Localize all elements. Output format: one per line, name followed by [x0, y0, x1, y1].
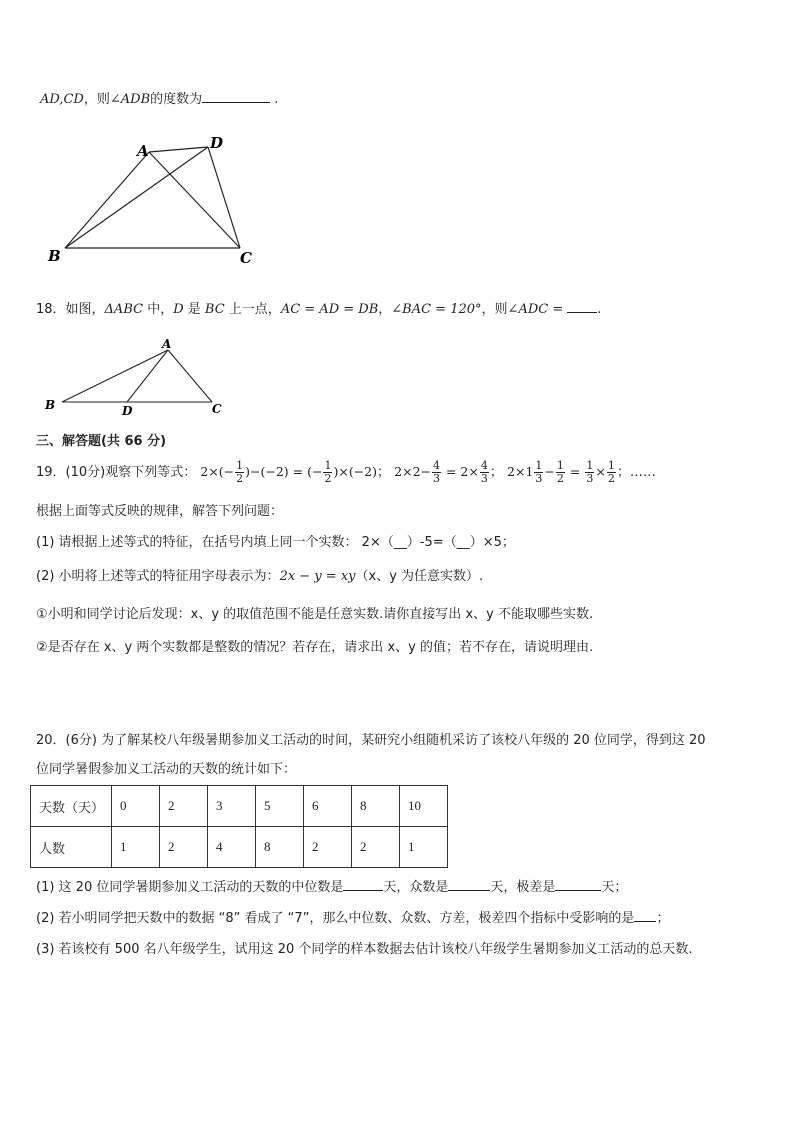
q17-seg-BD — [65, 147, 208, 248]
table-cell: 2 — [304, 827, 352, 868]
q18-label-B: B — [45, 398, 56, 412]
table-cell: 6 — [304, 786, 352, 827]
q18-label-A: A — [162, 337, 172, 351]
q18-question-line: 18．如图，ΔABC 中，D 是 BC 上一点，AC = AD = DB，∠BAC = 120°，则∠ADC = . — [36, 302, 602, 317]
q18-seg-BA — [62, 350, 168, 402]
q19-header-line: 19．(10分)观察下列等式： 2×(− $\frac{1}{2}$ )−(−2) = (− $\frac{1}{2}$ )×(−2)； 2×2− $\frac{4}{3}$ = 2× $\frac{4}{3}$ ； 2×1 $\frac{1}{3}$ − $\frac{1}{2}$ = $\frac{1}{3}$ × $\frac{1}{2}$ ；…… — [36, 459, 656, 485]
q20-mode-blank[interactable] — [448, 878, 490, 891]
q17-label-C: C — [240, 249, 252, 267]
table-cell: 3 — [208, 786, 256, 827]
q19-part-2-subquestion-2: ②是否存在 x、y 两个实数都是整数的情况？若存在，请求出 x、y 的值；若不存在，请说明理由. — [36, 640, 594, 655]
q18-seg-AD — [127, 350, 168, 402]
q20-part-1: (1) 这 20 位同学暑期参加义工活动的天数的中位数是 天，众数是 天，极差是 天； — [36, 880, 628, 895]
table-cell: 2 — [352, 827, 400, 868]
table-cell: 5 — [256, 786, 304, 827]
table-cell: 1 — [400, 827, 448, 868]
table-header-count: 人数 — [31, 827, 112, 868]
q20-line-1: 20．(6分) 为了解某校八年级暑期参加义工活动的时间，某研究小组随机采访了该校八年级的 20 位同学，得到这 20 — [36, 733, 706, 748]
q17-question-line: AD,CD，则∠ADB的度数为 . — [40, 92, 279, 107]
q17-seg-DC — [208, 147, 240, 248]
table-cell: 4 — [208, 827, 256, 868]
q19-part-2: (2) 小明将上述等式的特征用字母表示为：2x − y = xy（x、y 为任意实数）. — [36, 569, 484, 584]
q17-seg-BA — [65, 152, 149, 248]
q20-affected-blank[interactable] — [634, 909, 656, 922]
q17-seg-AC — [149, 152, 240, 248]
table-row — [31, 827, 448, 868]
q19-intro: 根据上面等式反映的规律，解答下列问题： — [36, 504, 284, 519]
q20-part-3: (3) 若该校有 500 名八年级学生，试用这 20 个同学的样本数据去估计该校八年级学生暑期参加义工活动的总天数. — [36, 942, 693, 957]
q17-label-B: B — [48, 247, 61, 265]
q18-label-D: D — [122, 404, 133, 418]
table-cell: 0 — [112, 786, 160, 827]
q18-equation-1: AC = AD = DB — [280, 302, 379, 317]
q19-equation-3: 2×1 $\frac{1}{3}$ − $\frac{1}{2}$ = $\frac{1}{3}$ × $\frac{1}{2}$ — [507, 459, 615, 485]
table-cell: 8 — [256, 827, 304, 868]
q17-segments: AD,CD — [40, 92, 84, 107]
table-cell: 10 — [400, 786, 448, 827]
q17-label-A: A — [137, 142, 149, 160]
q19-equation-2: 2×2− $\frac{4}{3}$ = 2× $\frac{4}{3}$ — [394, 459, 488, 485]
q18-figure — [40, 335, 240, 420]
table-header-days: 天数（天） — [31, 786, 112, 827]
q20-range-blank[interactable] — [555, 878, 601, 891]
q19-part-2-subquestion-1: ①小明和同学讨论后发现：x、y 的取值范围不能是任意实数.请你直接写出 x、y 不能取哪些实数. — [36, 607, 594, 622]
q18-seg-AC — [168, 350, 212, 402]
table-cell: 1 — [112, 827, 160, 868]
table-cell: 2 — [160, 786, 208, 827]
q18-label-C: C — [212, 402, 222, 416]
q17-label-D: D — [210, 134, 224, 152]
q20-line-2: 位同学暑假参加义工活动的天数的统计如下： — [36, 762, 297, 777]
q19-part-2-equation: 2x − y = xy — [279, 569, 356, 584]
table-cell: 8 — [352, 786, 400, 827]
q17-angle: ∠ADB — [109, 92, 151, 107]
q18-answer-blank[interactable] — [567, 300, 597, 313]
q20-median-blank[interactable] — [343, 878, 383, 891]
table-row — [31, 786, 448, 827]
q19-equation-1: 2×(− $\frac{1}{2}$ )−(−2) = (− $\frac{1}{2}$ )×(−2) — [200, 459, 377, 485]
q20-part-2: (2) 若小明同学把天数中的数据 “8” 看成了 “7”，那么中位数、众数、方差，极差四个指标中受影响的是 ； — [36, 911, 670, 926]
q17-seg-AD — [149, 147, 208, 152]
q17-figure — [40, 130, 270, 270]
q18-equation-3: ∠ADC = — [507, 302, 564, 317]
q18-equation-2: ∠BAC = 120° — [391, 302, 482, 317]
section-3-title: 三、解答题(共 66 分) — [36, 434, 167, 449]
table-cell: 2 — [160, 827, 208, 868]
q17-answer-blank[interactable] — [202, 90, 270, 103]
q19-part-1: (1) 请根据上述等式的特征，在括号内填上同一个实数： 2×（__）-5=（__）×5； — [36, 535, 515, 550]
q20-statistics-table — [30, 785, 448, 868]
